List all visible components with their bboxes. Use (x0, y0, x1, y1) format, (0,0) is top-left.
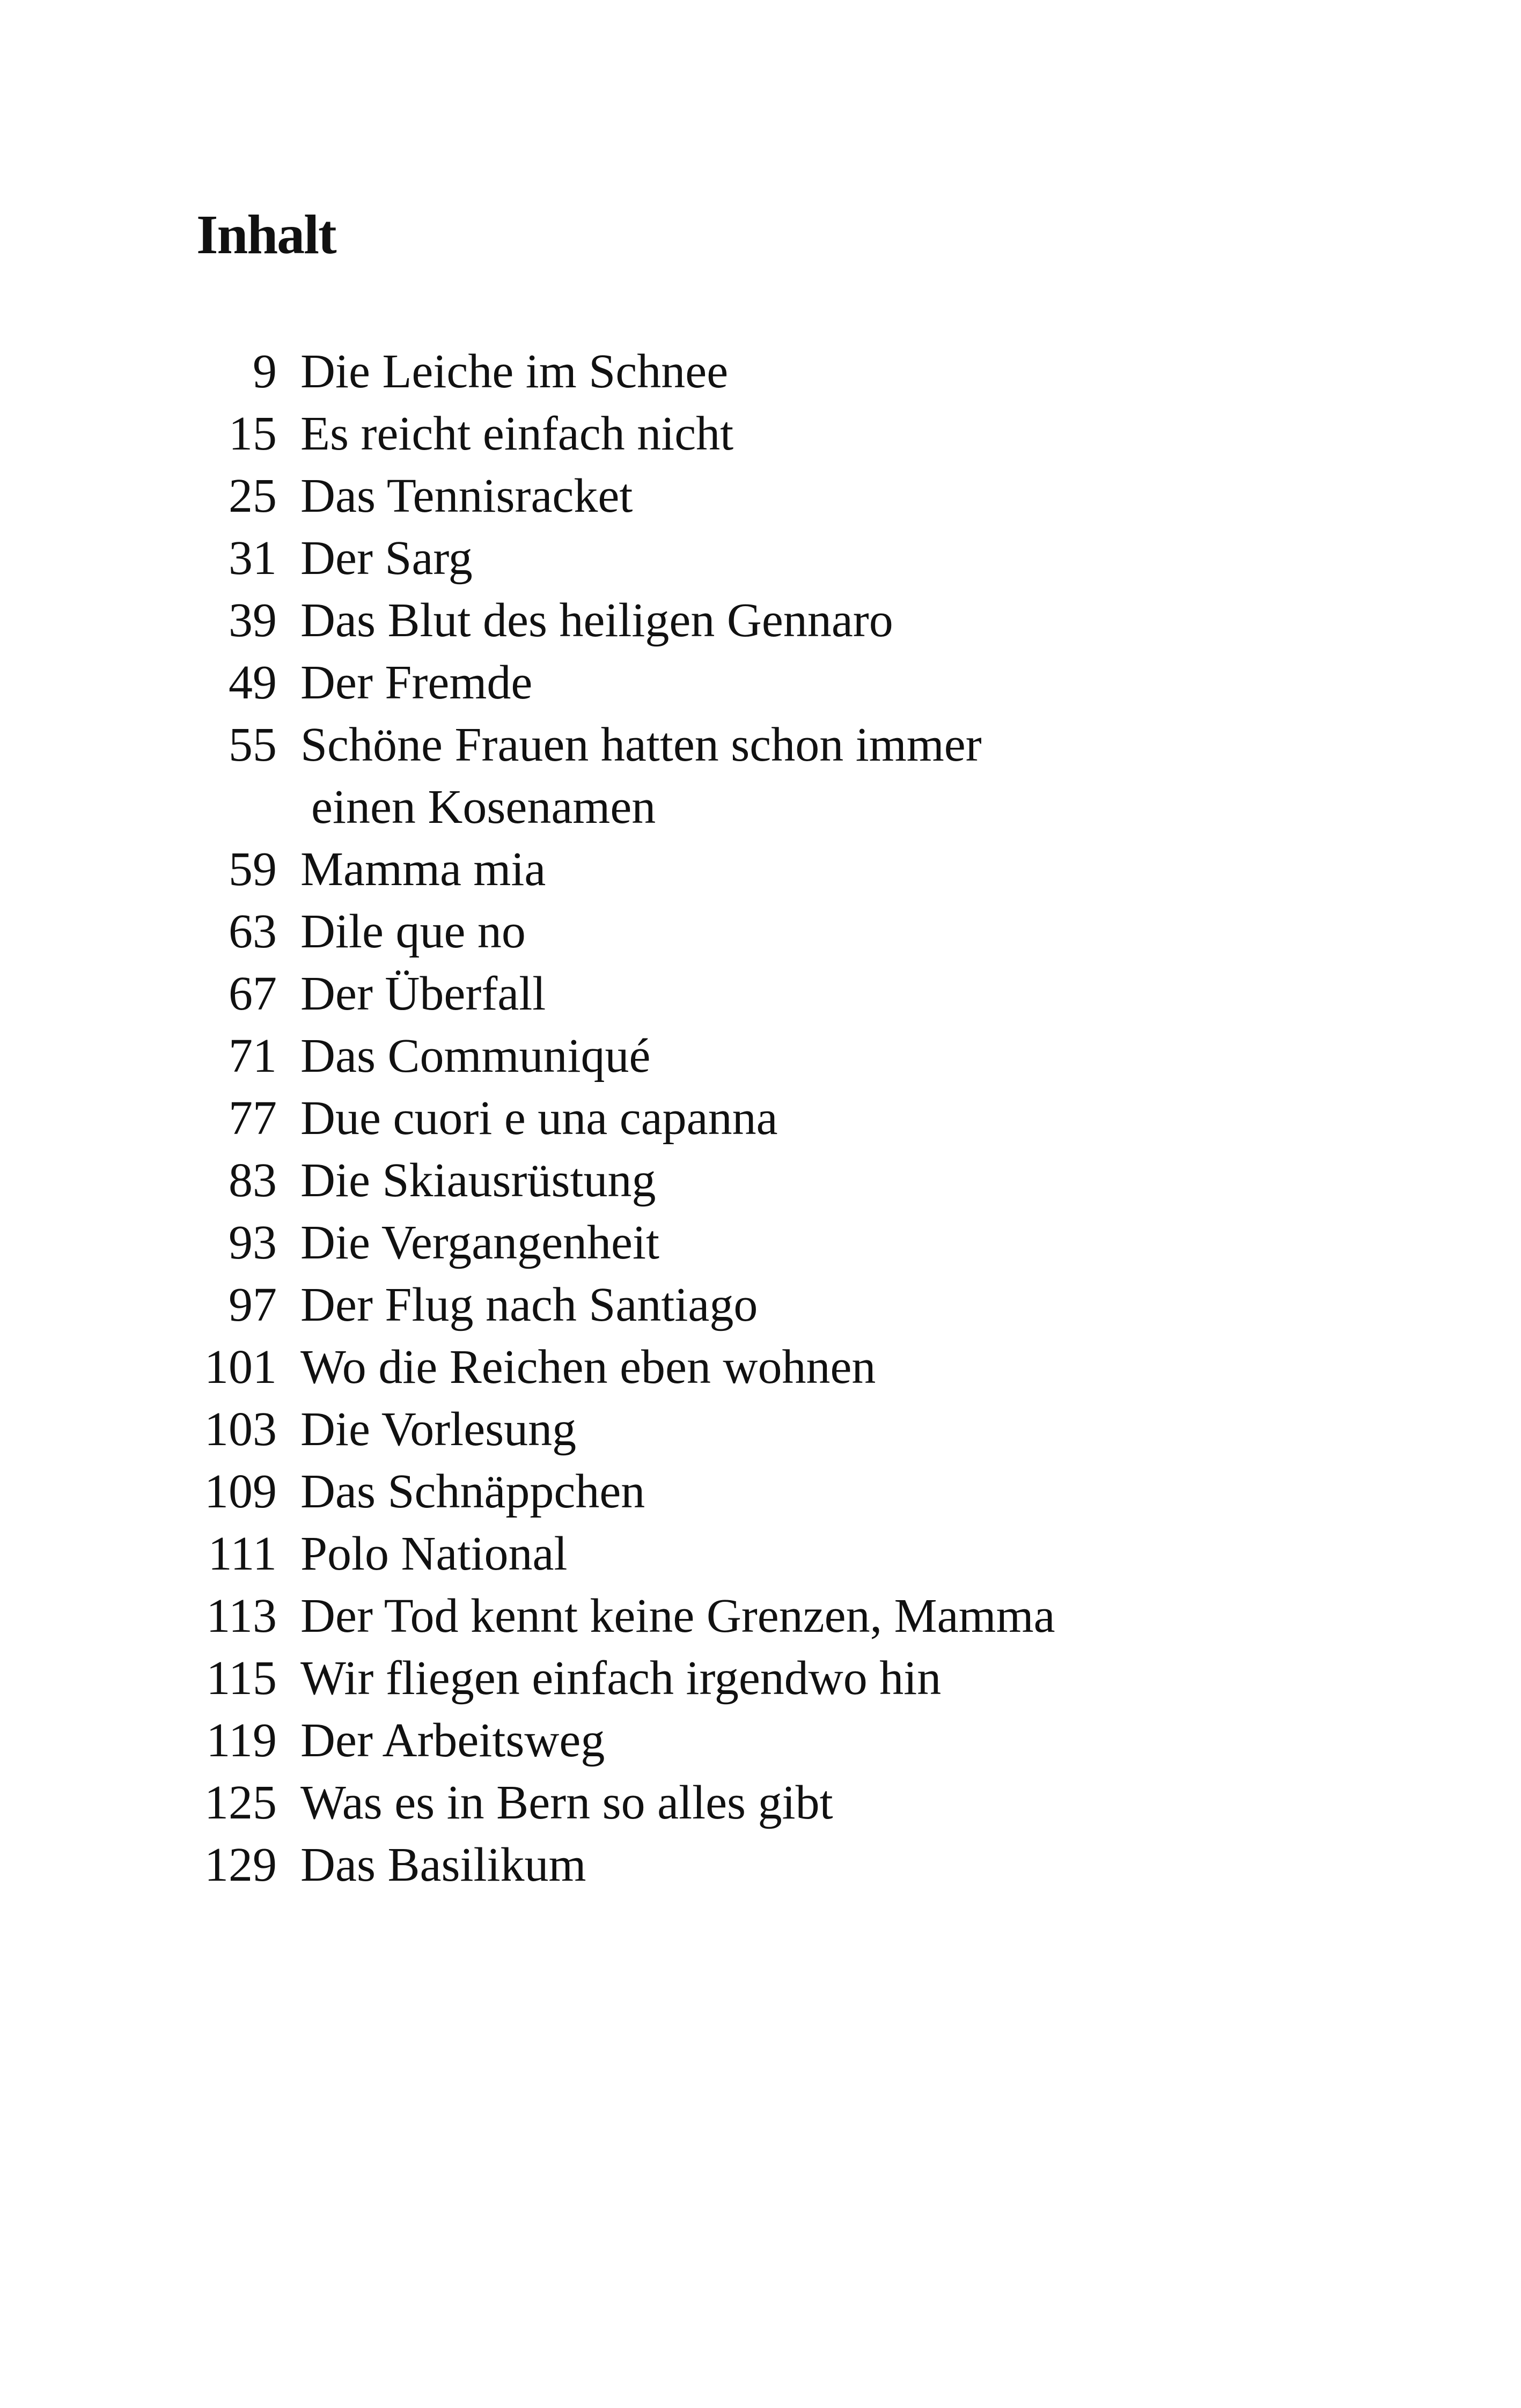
toc-chapter-title: Due cuori e una capanna (300, 1092, 778, 1145)
toc-entry (196, 1087, 1430, 1150)
toc-page-number: 97 (229, 1278, 277, 1331)
toc-entry (196, 1834, 1430, 1896)
toc-page-number: 67 (229, 967, 277, 1020)
toc-entry (196, 403, 1430, 465)
toc-page-number: 59 (229, 843, 277, 896)
toc-entry (196, 1025, 1430, 1087)
toc-page-number: 109 (204, 1465, 277, 1518)
toc-chapter-title: Das Communiqué (300, 1029, 651, 1083)
toc-page-number: 101 (204, 1341, 277, 1394)
toc-entry (196, 1585, 1430, 1647)
toc-entry (196, 714, 1430, 838)
toc-page-number: 77 (229, 1092, 277, 1145)
toc-page-number: 25 (229, 469, 277, 522)
toc-chapter-title: Das Schnäppchen (300, 1465, 645, 1518)
toc-chapter-title: Polo National (300, 1527, 568, 1580)
toc-page-number: 55 (229, 718, 277, 771)
toc-entry (196, 1772, 1430, 1834)
toc-page-number: 15 (229, 407, 277, 460)
toc-chapter-title: Schöne Frauen hatten schon immer (300, 718, 982, 771)
toc-chapter-title: Der Tod kennt keine Grenzen, Mamma (300, 1589, 1055, 1643)
toc-entry (196, 1461, 1430, 1523)
toc-entry (196, 1274, 1430, 1336)
toc-entry (196, 1212, 1430, 1274)
toc-chapter-title: Der Flug nach Santiago (300, 1278, 758, 1331)
toc-chapter-title: Der Überfall (300, 967, 546, 1020)
toc-chapter-title: Wir fliegen einfach irgendwo hin (300, 1652, 942, 1705)
toc-chapter-title: Die Vorlesung (300, 1403, 577, 1456)
toc-page-number: 93 (229, 1216, 277, 1269)
toc-chapter-title: Dile que no (300, 905, 526, 958)
toc-chapter-title-continued: einen Kosenamen (311, 780, 656, 834)
toc-chapter-title: Die Skiausrüstung (300, 1154, 656, 1207)
toc-page-number: 71 (229, 1029, 277, 1083)
toc-chapter-title: Die Leiche im Schnee (300, 345, 729, 398)
toc-chapter-title: Die Vergangenheit (300, 1216, 659, 1269)
toc-chapter-title: Was es in Bern so alles gibt (300, 1776, 833, 1829)
toc-page-number: 115 (206, 1652, 277, 1705)
toc-entry (196, 652, 1430, 714)
table-of-contents (196, 341, 1430, 1896)
toc-page-number: 125 (204, 1776, 277, 1829)
toc-entry (196, 901, 1430, 963)
toc-entry (196, 1710, 1430, 1772)
toc-entry (196, 590, 1430, 652)
toc-entry (196, 341, 1430, 403)
toc-page-number: 83 (229, 1154, 277, 1207)
toc-chapter-title: Der Fremde (300, 656, 533, 709)
toc-chapter-title: Mamma mia (300, 843, 546, 896)
toc-page-number: 63 (229, 905, 277, 958)
toc-page-number: 103 (204, 1403, 277, 1456)
toc-page-number: 113 (206, 1589, 277, 1643)
toc-chapter-title: Wo die Reichen eben wohnen (300, 1341, 876, 1394)
toc-entry (196, 1150, 1430, 1212)
toc-page-number: 119 (206, 1714, 277, 1767)
toc-page-number: 9 (253, 345, 277, 398)
toc-entry (196, 1523, 1430, 1585)
toc-page-number: 49 (229, 656, 277, 709)
toc-entry (196, 838, 1430, 901)
toc-page-number: 31 (229, 532, 277, 585)
toc-chapter-title: Das Basilikum (300, 1838, 586, 1891)
toc-entry (196, 465, 1430, 527)
toc-entry (196, 527, 1430, 590)
toc-chapter-title: Das Blut des heiligen Gennaro (300, 594, 893, 647)
toc-page-number: 129 (204, 1838, 277, 1891)
toc-title: Inhalt (196, 204, 336, 266)
toc-entry (196, 1647, 1430, 1710)
toc-page-number: 39 (229, 594, 277, 647)
toc-page-number: 111 (208, 1527, 277, 1580)
toc-chapter-title: Der Sarg (300, 532, 473, 585)
toc-entry (196, 1336, 1430, 1398)
toc-chapter-title: Der Arbeitsweg (300, 1714, 605, 1767)
toc-chapter-title: Es reicht einfach nicht (300, 407, 734, 460)
toc-entry (196, 963, 1430, 1025)
toc-chapter-title: Das Tennisracket (300, 469, 633, 522)
toc-entry (196, 1398, 1430, 1461)
